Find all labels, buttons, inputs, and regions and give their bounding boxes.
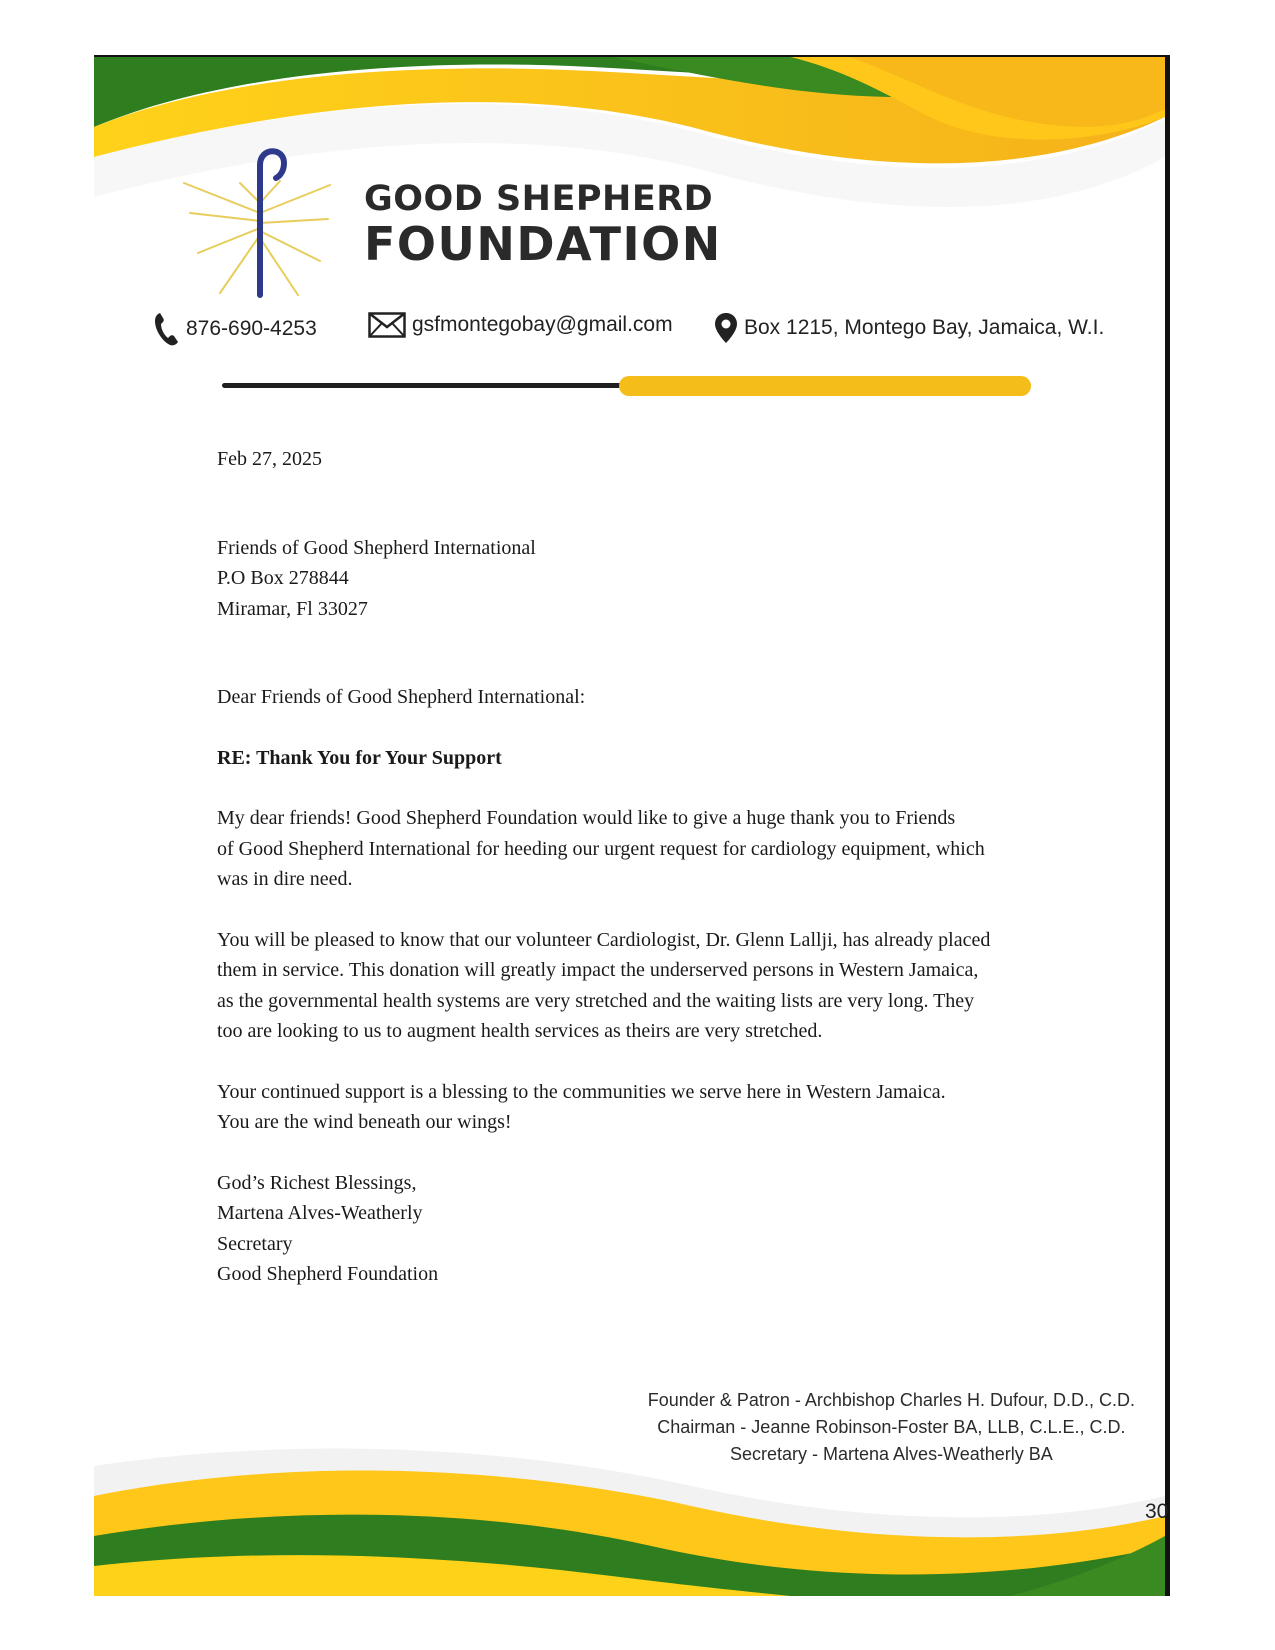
page-number: 30: [1145, 1500, 1169, 1523]
letter-date: Feb 27, 2025: [217, 448, 322, 470]
phone-icon: [154, 312, 180, 346]
contact-address: [714, 312, 1104, 344]
foundation-logo-text: [364, 179, 722, 271]
header-divider-gold: [619, 376, 1031, 396]
postal-address: Box 1215, Montego Bay, Jamaica, W.I.: [744, 316, 1105, 339]
salutation: Dear Friends of Good Shepherd International:: [217, 686, 586, 708]
paragraph-2-line-2: them in service. This donation will greatly impact the underserved persons in Western Jamaica,: [217, 959, 979, 981]
contact-phone: [154, 312, 317, 346]
recipient-address-line-1: P.O Box 278844: [217, 567, 349, 589]
recipient-name: Friends of Good Shepherd International: [217, 536, 536, 559]
subject-line: RE: Thank You for Your Support: [217, 746, 502, 769]
footer-chairman: Chairman - Jeanne Robinson-Foster BA, LLB, C.L.E., C.D.: [657, 1417, 1126, 1437]
paragraph-1-line-3: was in dire need.: [217, 868, 353, 890]
closing: God’s Richest Blessings,: [217, 1171, 417, 1194]
logo-line-1: GOOD SHEPHERD: [364, 179, 714, 219]
paragraph-3-line-1: Your continued support is a blessing to the communities we serve here in Western Jamaica.: [217, 1080, 946, 1103]
footer-secretary: Secretary - Martena Alves-Weatherly BA: [729, 1444, 1053, 1464]
letterhead-page: [94, 55, 1170, 1596]
signer-title: Secretary: [217, 1232, 293, 1255]
phone-number: 876-690-4253: [186, 317, 317, 340]
envelope-icon: [368, 312, 406, 338]
footer-founder: Founder & Patron - Archbishop Charles H. Dufour, D.D., C.D.: [647, 1390, 1135, 1410]
paragraph-1-line-2: of Good Shepherd International for heeding our urgent request for cardiology equipment, which: [217, 837, 985, 860]
paragraph-2-line-1: You will be pleased to know that our volunteer Cardiologist, Dr. Glenn Lallji, has already placed: [217, 928, 991, 951]
signer-organization: Good Shepherd Foundation: [217, 1263, 439, 1285]
contact-email: [368, 312, 673, 338]
paragraph-1-line-1: My dear friends! Good Shepherd Foundation would like to give a huge thank you to Friends: [217, 807, 956, 829]
paragraph-2-line-3: as the governmental health systems are very stretched and the waiting lists are very long. They: [217, 989, 975, 1012]
logo-line-2: FOUNDATION: [364, 217, 722, 271]
paragraph-2-line-4: too are looking to us to augment health services as theirs are very stretched.: [217, 1020, 823, 1042]
header-divider-dark: [222, 383, 622, 388]
signer-name: Martena Alves-Weatherly: [217, 1202, 423, 1224]
board-footer: [648, 1387, 1135, 1468]
shepherd-staff-logo-icon: [180, 143, 340, 303]
email-address: gsfmontegobay@gmail.com: [412, 313, 673, 336]
recipient-address-line-2: Miramar, Fl 33027: [217, 597, 368, 620]
location-pin-icon: [714, 312, 738, 344]
paragraph-3-line-2: You are the wind beneath our wings!: [217, 1111, 512, 1133]
letter-body: [217, 444, 1027, 1290]
